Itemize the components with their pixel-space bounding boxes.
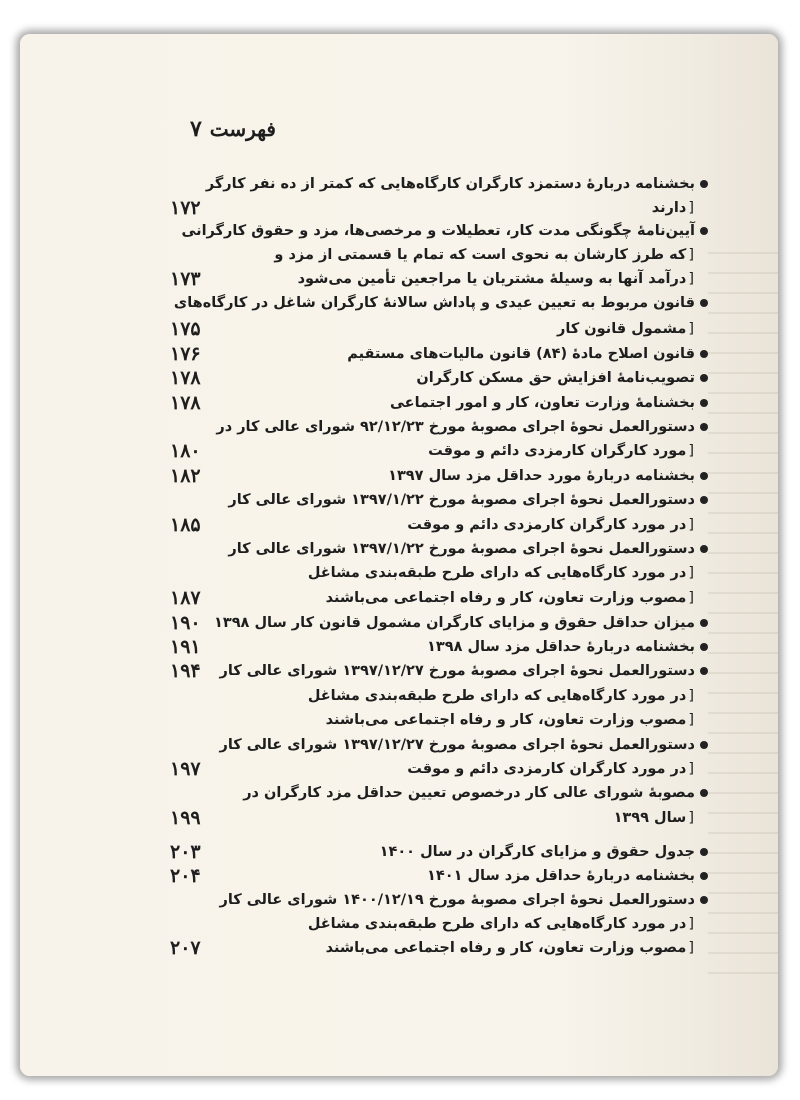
toc-entry-text: مصوب وزارت تعاون، کار و رفاه اجتماعی می‌باشند — [325, 590, 687, 606]
toc-page-number: ۱۷۵ — [170, 318, 201, 340]
bullet-icon — [700, 350, 708, 358]
bracket-mark: [ — [688, 247, 694, 263]
toc-page-number: ۱۹۴ — [170, 660, 201, 682]
toc-entry-continuation — [228, 708, 708, 732]
toc-entry-continuation — [228, 757, 708, 781]
toc-entry-text: در مورد کارگاه‌هایی که دارای طرح طبقه‌بندی مشاغل — [307, 688, 687, 704]
toc-entry-title — [228, 537, 708, 561]
toc-entry-title — [228, 366, 708, 390]
toc-page-number: ۱۸۲ — [170, 465, 201, 487]
toc-entry-text: تصویب‌نامهٔ افزایش حق مسکن کارگران — [416, 370, 695, 386]
toc-page-number: ۱۷۲ — [170, 197, 201, 219]
toc-page-number: ۱۹۱ — [170, 636, 201, 658]
bracket-mark: [ — [688, 200, 694, 216]
toc-page-number: ۱۷۸ — [170, 392, 201, 414]
toc-entry-text: آیین‌نامهٔ چگونگی مدت کار، تعطیلات و مرخصی‌ها، مزد و حقوق کارگرانی — [181, 223, 695, 239]
toc-entry-text: مصوب وزارت تعاون، کار و رفاه اجتماعی می‌باشند — [325, 940, 687, 956]
toc-entry-text: بخشنامه دربارهٔ مورد حداقل مزد سال ۱۳۹۷ — [388, 468, 695, 484]
bullet-icon — [700, 789, 708, 797]
bullet-icon — [700, 299, 708, 307]
toc-entry-continuation — [228, 267, 708, 291]
bullet-icon — [700, 872, 708, 880]
toc-entry-text: قانون اصلاح مادهٔ (۸۴) قانون مالیات‌های مستقیم — [347, 346, 695, 362]
toc-entry-text: در مورد کارگاه‌هایی که دارای طرح طبقه‌بندی مشاغل — [307, 916, 687, 932]
toc-entry-title — [228, 488, 708, 512]
bracket-mark: [ — [688, 810, 694, 826]
toc-entry-text: دستورالعمل نحوهٔ اجرای مصوبهٔ مورخ ۱۳۹۷/۱۲/۲۷ شورای عالی کار — [219, 663, 695, 679]
bullet-icon — [700, 643, 708, 651]
bracket-mark: [ — [688, 761, 694, 777]
toc-page-number: ۱۷۸ — [170, 367, 201, 389]
header-title: فهرست — [209, 117, 276, 141]
toc-entry-text: بخشنامه دربارهٔ حداقل مزد سال ۱۳۹۸ — [427, 639, 695, 655]
toc-entry-text: در مورد کارگران کارمزدی دائم و موقت — [407, 761, 687, 777]
toc-page-number: ۲۰۳ — [170, 841, 201, 863]
toc-page-number: ۱۷۳ — [170, 268, 201, 290]
toc-entry-continuation — [228, 936, 708, 960]
toc-entry-title — [181, 219, 708, 243]
toc-page-number: ۱۹۰ — [170, 612, 201, 634]
bullet-icon — [700, 374, 708, 382]
bullet-icon — [700, 496, 708, 504]
toc-entry-text: بخشنامه دربارهٔ حداقل مزد سال ۱۴۰۱ — [427, 868, 695, 884]
toc-entry-title — [228, 635, 708, 659]
toc-entry-text: مشمول قانون کار — [557, 321, 687, 337]
toc-entry-text: میزان حداقل حقوق و مزایای کارگران مشمول قانون کار سال ۱۳۹۸ — [214, 615, 695, 631]
toc-entry-text: سال ۱۳۹۹ — [613, 810, 687, 826]
toc-entry-continuation — [228, 439, 708, 463]
toc-entry-title — [219, 733, 708, 757]
bracket-mark: [ — [688, 271, 694, 287]
header-page-number: ۷ — [189, 116, 202, 142]
bullet-icon — [700, 896, 708, 904]
toc-page-number: ۱۹۷ — [170, 758, 201, 780]
bullet-icon — [700, 741, 708, 749]
toc-page-number: ۲۰۷ — [170, 937, 201, 959]
toc-entry-continuation — [228, 561, 708, 585]
toc-entry-text: قانون مربوط به تعیین عیدی و پاداش سالانهٔ کارگران شاغل در کارگاه‌های — [173, 295, 695, 311]
toc-entry-text: دستورالعمل نحوهٔ اجرای مصوبهٔ مورخ ۱۳۹۷/۱۲/۲۷ شورای عالی کار — [219, 737, 695, 753]
toc-entry-continuation — [228, 806, 708, 830]
toc-entry-text: دستورالعمل نحوهٔ اجرای مصوبهٔ مورخ ۹۲/۱۲/۲۳ شورای عالی کار در — [216, 419, 695, 435]
toc-entry-title — [173, 291, 708, 315]
toc-page-number: ۱۸۰ — [170, 440, 201, 462]
bracket-mark: [ — [688, 688, 694, 704]
bullet-icon — [700, 472, 708, 480]
toc-entry-title — [228, 840, 708, 864]
toc-entry-text: درآمد آنها به وسیلهٔ مشتریان یا مراجعین تأمین می‌شود — [297, 271, 687, 287]
bracket-mark: [ — [688, 517, 694, 533]
toc-entry-title — [228, 391, 708, 415]
bullet-icon — [700, 667, 708, 675]
bracket-mark: [ — [688, 940, 694, 956]
toc-entry-text: مصوبهٔ شورای عالی کار درخصوص تعیین حداقل مزد کارگران در — [243, 785, 695, 801]
toc-entry-title — [216, 415, 708, 439]
toc-entry-title — [228, 342, 708, 366]
toc-entry-title — [219, 888, 708, 912]
toc-entry-title — [228, 864, 708, 888]
toc-entry-title — [214, 611, 708, 635]
toc-entry-continuation — [228, 684, 708, 708]
toc-entry-continuation — [228, 586, 708, 610]
bullet-icon — [700, 619, 708, 627]
toc-entry-continuation — [228, 196, 708, 220]
toc-entry-text: مصوب وزارت تعاون، کار و رفاه اجتماعی می‌باشند — [325, 712, 687, 728]
toc-entry-title — [228, 781, 708, 805]
toc-entry-text: دستورالعمل نحوهٔ اجرای مصوبهٔ مورخ ۱۴۰۰/۱۲/۱۹ شورای عالی کار — [219, 892, 695, 908]
bullet-icon — [700, 423, 708, 431]
table-of-contents — [20, 34, 778, 1076]
toc-page-number: ۱۸۷ — [170, 587, 201, 609]
toc-entry-title — [228, 464, 708, 488]
toc-entry-continuation — [228, 317, 708, 341]
toc-entry-continuation — [228, 912, 708, 936]
bullet-icon — [700, 545, 708, 553]
toc-entry-text: که طرز کارشان به نحوی است که تمام یا قسمتی از مزد و — [274, 247, 687, 263]
bracket-mark: [ — [688, 712, 694, 728]
paper-background — [20, 34, 778, 1076]
toc-page-number: ۱۷۶ — [170, 343, 201, 365]
bracket-mark: [ — [688, 916, 694, 932]
bullet-icon — [700, 848, 708, 856]
scanned-page-frame — [20, 34, 778, 1076]
bullet-icon — [700, 399, 708, 407]
toc-page-number: ۱۹۹ — [170, 807, 201, 829]
toc-entry-text: بخشنامه دربارهٔ دستمزد کارگران کارگاه‌هایی که کمتر از ده نفر کارگر — [205, 176, 695, 192]
toc-entry-text: در مورد کارگاه‌هایی که دارای طرح طبقه‌بندی مشاغل — [307, 565, 687, 581]
toc-entry-text: بخشنامهٔ وزارت تعاون، کار و امور اجتماعی — [390, 395, 695, 411]
bracket-mark: [ — [688, 321, 694, 337]
bracket-mark: [ — [688, 443, 694, 459]
toc-entry-continuation — [228, 243, 708, 267]
toc-page-number: ۱۸۵ — [170, 514, 201, 536]
toc-entry-text: دارند — [651, 200, 687, 216]
toc-entry-continuation — [228, 513, 708, 537]
toc-entry-text: مورد کارگران کارمزدی دائم و موقت — [428, 443, 687, 459]
toc-page-number: ۲۰۴ — [170, 865, 201, 887]
toc-entry-title — [205, 172, 708, 196]
bullet-icon — [700, 227, 708, 235]
bracket-mark: [ — [688, 565, 694, 581]
bullet-icon — [700, 180, 708, 188]
toc-entry-text: دستورالعمل نحوهٔ اجرای مصوبهٔ مورخ ۱۳۹۷/۱/۲۲ شورای عالی کار — [228, 541, 695, 557]
toc-entry-text: در مورد کارگران کارمزدی دائم و موقت — [407, 517, 687, 533]
toc-entry-title — [219, 659, 708, 683]
toc-entry-text: دستورالعمل نحوهٔ اجرای مصوبهٔ مورخ ۱۳۹۷/۱/۲۲ شورای عالی کار — [228, 492, 695, 508]
bracket-mark: [ — [688, 590, 694, 606]
toc-entry-text: جدول حقوق و مزایای کارگران در سال ۱۴۰۰ — [379, 844, 695, 860]
